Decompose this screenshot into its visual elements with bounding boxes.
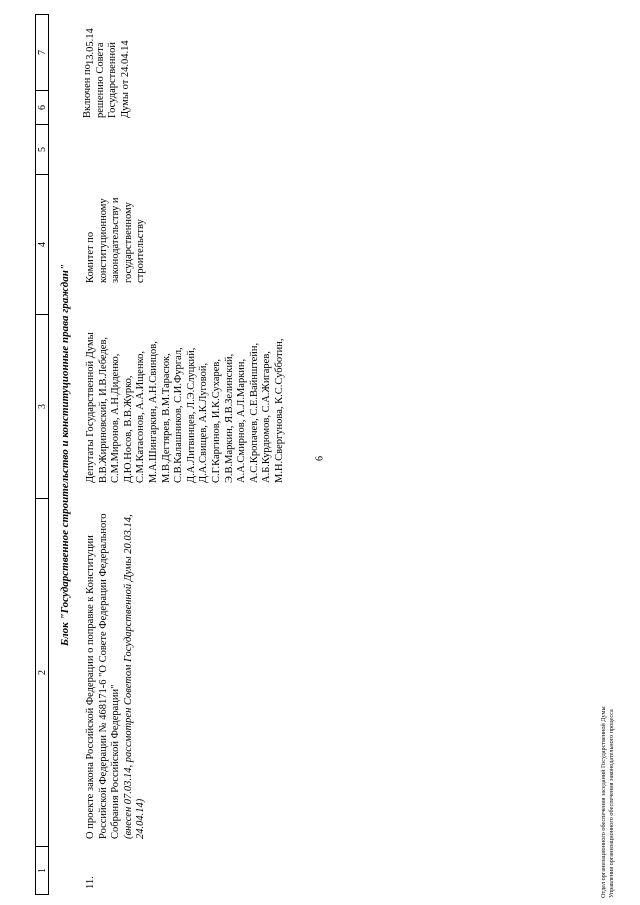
column-header-7: 7 xyxy=(36,15,49,91)
item-status: Включен по решению Совета Государственной Думы от 24.04.14 xyxy=(82,40,131,118)
item-authors: Депутаты Государственной Думы В.В.Жириновский, И.В.Лебедев, С.М.Миронов, А.Н.Диденко, Д.Ю.Носов, В.В.Журко, С.М.Катасонов, А.А.Ищенко, М.А.Шингаркин, А.Н.Свинцов, М.В.Дегтярев, В.М.Тарасюк, С.В.Калашников, С.И.Фургал, Д.А.Литвинцев, Л.Э.Слуцкий, Д.А.Свищев, А.К.Луговой, С.Г.Каргинов, И.К.Сухарев, Э.В.Маркин, Я.В.Зелинский, А.А.Смирнов, А.Л.Маркин, А.С.Кропачев, С.Е.Вайнштейн, А.Б.Курдюмов, С.А.Жигарев, М.Н.Свергунова, К.С.Субботин, xyxy=(85,332,285,483)
item-title-cell xyxy=(85,504,148,839)
rotated-table-page xyxy=(35,15,595,895)
footer-line-2: Управления организационного обеспечения законодательного процесса xyxy=(608,709,615,898)
item-number: 11. xyxy=(85,876,96,889)
item-committee: Комитет по конституционному законодательству и государственному строительству xyxy=(85,197,147,283)
column-header-2: 2 xyxy=(36,499,49,847)
footer-line-1: Отдел организационного обеспечения заседаний Государственной Думы xyxy=(600,706,607,898)
column-header-4: 4 xyxy=(36,175,49,315)
column-header-5: 5 xyxy=(36,125,49,175)
item-date: 13.05.14 xyxy=(85,28,96,65)
page-number: 6 xyxy=(314,456,326,461)
column-header-6: 6 xyxy=(36,91,49,125)
footer xyxy=(600,278,616,898)
item-note: (внесен 07.03.14, рассмотрен Советом Государственной Думы 20.03.14, 24.04.14) xyxy=(122,514,147,839)
item-title: О проекте закона Российской Федерации о поправке к Конституции Российской Федерации № 468171-6 "О Совете Федерации Федерального Собрания Российской Федерации" xyxy=(85,513,122,839)
column-header-row xyxy=(35,14,49,895)
column-header-1: 1 xyxy=(36,847,49,895)
block-title: Блок "Государственное строительство и конституционные права граждан" xyxy=(59,264,71,646)
column-header-3: 3 xyxy=(36,315,49,499)
